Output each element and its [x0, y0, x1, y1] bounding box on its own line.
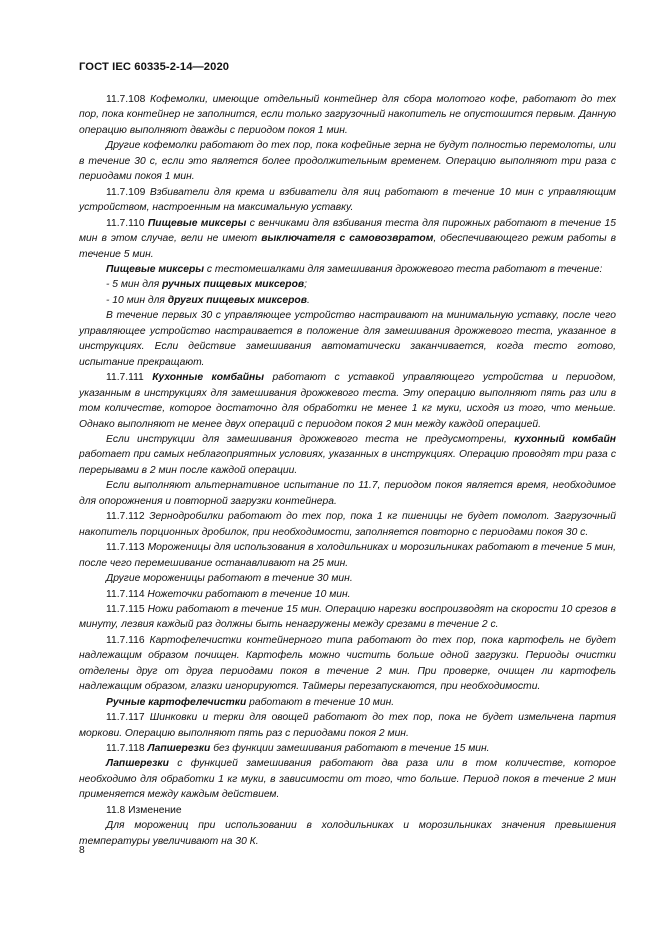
- paragraph-11-7-108: 11.7.108 Кофемолки, имеющие отдельный контейнер для сбора молотого кофе, работают до тех пор, пока контейнер не заполнится, если только загрузочный накопитель не опустошится первым. Данную операцию выполняют дважды с периодом покоя 1 мин.: [79, 94, 616, 136]
- paragraph-alternative-test: Если выполняют альтернативное испытание по 11.7, периодом покоя является время, необходимое для опорожнения и повторной загрузки контейнера.: [79, 480, 616, 507]
- paragraph-11-7-113: 11.7.113 Мороженицы для использования в холодильниках и морозильниках работают в течение 5 мин, после чего перемешивание останавливают на 25 мин.: [79, 542, 616, 569]
- list-item-hand-mixers: - 5 мин для ручных пищевых миксеров;: [106, 279, 307, 291]
- paragraph-11-7-115: 11.7.115 Ножи работают в течение 15 мин. Операцию нарезки воспроизводят на скорости 10 срезов в минуту, лезвия каждый раз должны быть ненагружены между срезами в течение 2 с.: [79, 603, 616, 631]
- section-heading-11-8: 11.8 Изменение: [106, 804, 182, 816]
- defined-term: Ручные картофелечистки: [106, 696, 247, 708]
- defined-term: Кухонные комбайны: [152, 372, 265, 384]
- defined-term: Пищевые миксеры: [147, 217, 247, 229]
- paragraph-11-7-110: 11.7.110 Пищевые миксеры с венчиками для взбивания теста для пирожных работают в течение 15 мин в этом случае, вели не имеют выключателя с самовозвратом, обеспечивающего режим работы в течение 5 мин.: [79, 217, 616, 260]
- defined-term: Пищевые миксеры: [106, 263, 205, 275]
- defined-term: других пищевых миксеров: [167, 294, 307, 306]
- paragraph-11-7-116: 11.7.116 Картофелечистки контейнерного типа работают до тех пор, пока картофель не будет надлежащим образом почищен. Картофель можно чистить больше одной загрузки. Периоды очистки отделены друг от друга периодами покоя в течение 2 мин. При проверке, очищен ли картофель надлежащим образом, глазки игнорируются. Таймеры перезапускаются, при необходимости.: [79, 634, 616, 693]
- document-body: [79, 92, 616, 849]
- clause-number: 11.7.118: [106, 743, 145, 755]
- paragraph-hand-peelers: Ручные картофелечистки работают в течение 10 мин.: [106, 696, 395, 708]
- paragraph-no-dough-instructions: Если инструкции для замешивания дрожжевого теста не предусмотрены, кухонный комбайн работает при самых неблагоприятных условиях, указанных в инструкциях. Операцию проводят три раза с перерывами в 2 мин после каждой операции.: [79, 433, 616, 476]
- clause-number: 11.7.110: [106, 217, 145, 229]
- clause-number: 11.7.108: [106, 94, 146, 105]
- clause-number: 11.7.111: [106, 372, 144, 384]
- paragraph-food-mixers-dough: Пищевые миксеры с тестомешалками для замешивания дрожжевого теста работают в течение:: [106, 263, 603, 275]
- page-number: 8: [79, 845, 85, 856]
- clause-number: 11.7.112: [106, 511, 145, 523]
- clause-number: 11.7.113: [106, 542, 145, 554]
- paragraph-first-30s: В течение первых 30 с управляющее устройство настраивают на минимальную уставку, после чего управляющее устройство настраивается в положение для замешивания дрожжевого теста, указанное в инструкциях. Если действие замешивания автоматически заканчивается, когда тесто готово, испытание прекращают.: [79, 310, 616, 368]
- paragraph-other-ice-cream: Другие мороженицы работают в течение 30 мин.: [106, 573, 353, 585]
- document-header: ГОСТ IEC 60335-2-14—2020: [79, 61, 230, 73]
- paragraph-11-7-114: 11.7.114 Ножеточки работают в течение 10 мин.: [106, 588, 351, 600]
- paragraph-11-7-111: 11.7.111 Кухонные комбайны работают с уставкой управляющего устройства и периодом, указанным в инструкциях для замешивания дрожжевого теста. Эту операцию выполняют пять раз или в том количестве, которое достаточно для обработки не менее 1 кг муки, исходя из того, что меньше. Однако выполняют не менее двух операций с периодом покоя 2 мин между каждой операцией.: [79, 372, 616, 430]
- defined-term: ручных пищевых миксеров: [162, 279, 305, 291]
- paragraph-noodle-kneading: Лапшерезки с функцией замешивания работают два раза или в том количестве, которое необходимо для обработки 1 кг муки, в зависимости от того, что больше. Период покоя в течение 2 мин применяется между каждым действием.: [79, 758, 616, 801]
- paragraph-ice-cream-temperature: Для морожениц при использовании в холодильниках и морозильниках значения превышения температуры увеличивают на 30 К.: [79, 820, 616, 847]
- clause-number: 11.7.116: [106, 634, 145, 646]
- paragraph-11-7-109: 11.7.109 Взбиватели для крема и взбиватели для яиц работают в течение 10 мин с управляющим устройством, настроенным на максимальную уставку.: [79, 186, 616, 214]
- defined-term: кухонный комбайн: [514, 433, 616, 445]
- clause-number: 11.7.115: [106, 603, 145, 615]
- paragraph-coffee-grinders-other: Другие кофемолки работают до тех пор, пока кофейные зерна не будут полностью перемолоты, или в течение 30 с, если это является более продолжительным временем. Операцию выполняют три раза с периодами покоя 1 мин.: [79, 140, 616, 183]
- paragraph-11-7-118: 11.7.118 Лапшерезки без функции замешивания работают в течение 15 мин.: [106, 743, 490, 755]
- defined-term: Лапшерезки: [147, 743, 211, 755]
- clause-number: 11.7.109: [106, 186, 146, 198]
- defined-term: выключателя с самовозвратом: [261, 233, 434, 245]
- paragraph-11-7-112: 11.7.112 Зернодробилки работают до тех пор, пока 1 кг пшеницы не будет помолот. Загрузочный накопитель порционных дробилок, при необходимости, заполняется повторно с периодами покоя 30 с.: [79, 511, 616, 538]
- clause-number: 11.7.114: [106, 588, 145, 600]
- list-item-other-mixers: - 10 мин для других пищевых миксеров.: [106, 294, 310, 306]
- paragraph-11-7-117: 11.7.117 Шинковки и терки для овощей работают до тех пор, пока не будет измельчена партия моркови. Операцию выполняют пять раз с периодами покоя 2 мин.: [79, 712, 616, 739]
- clause-number: 11.7.117: [106, 712, 145, 724]
- defined-term: Лапшерезки: [106, 758, 169, 770]
